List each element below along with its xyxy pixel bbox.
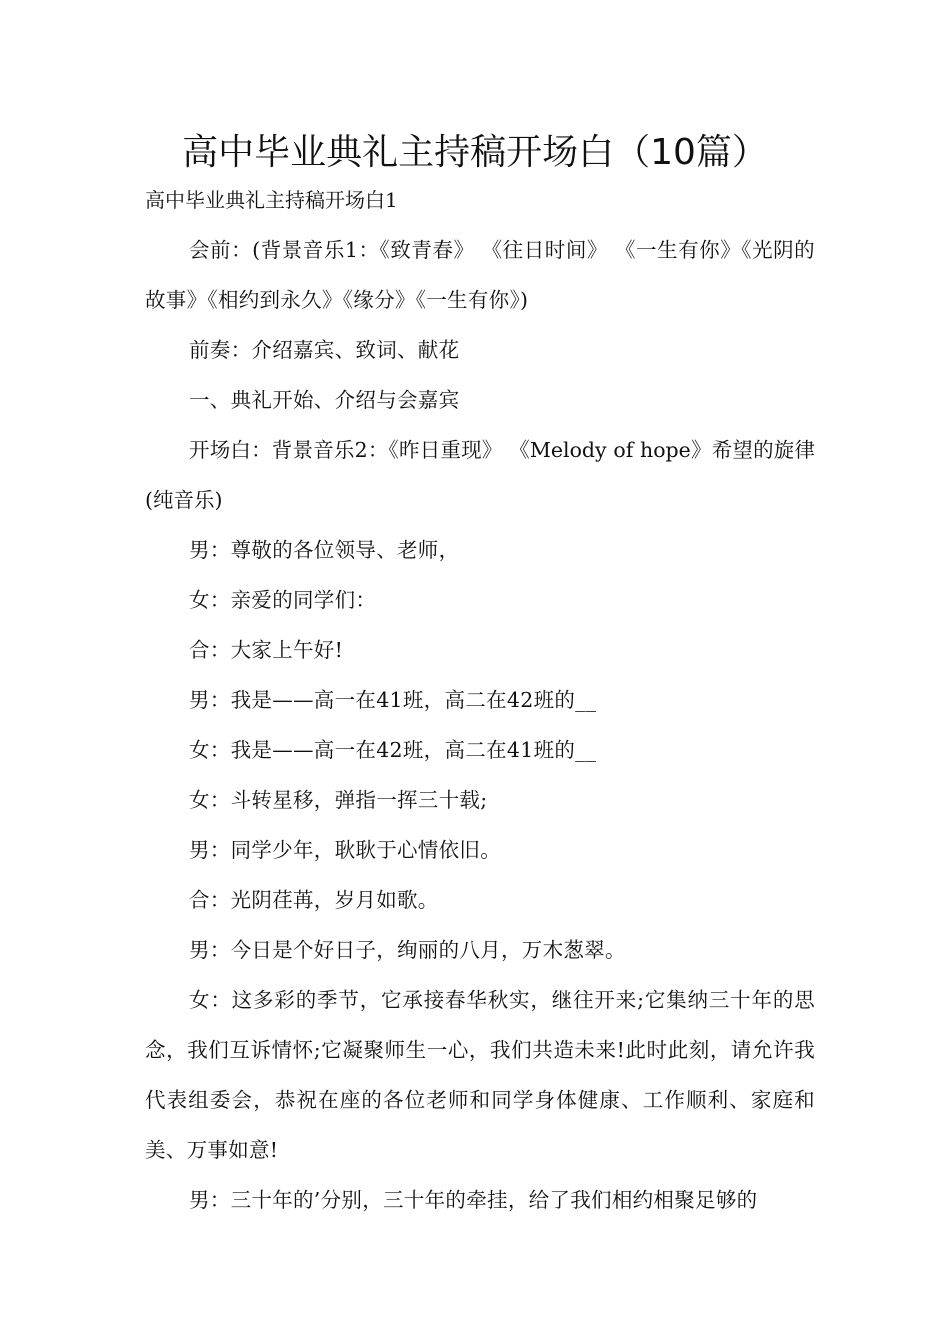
paragraph-line: 合：大家上午好! — [189, 638, 344, 662]
paragraph-line: 男：今日是个好日子，绚丽的八月，万木葱翠。 — [189, 938, 626, 962]
document-subtitle: 高中毕业典礼主持稿开场白1 — [145, 188, 398, 212]
paragraph-pre-meeting: 会前：(背景音乐1：《致青春》 《往日时间》 《一生有你》《光阴的故事》《相约到永久》《缘分》《一生有你》) — [145, 238, 815, 312]
document-title: 高中毕业典礼主持稿开场白（10篇） — [182, 132, 768, 173]
paragraph-line: 女：斗转星移，弹指一挥三十载; — [189, 788, 488, 812]
paragraph-prelude: 前奏：介绍嘉宾、致词、献花 — [189, 338, 460, 362]
paragraph-section-one: 一、典礼开始、介绍与会嘉宾 — [189, 388, 460, 412]
paragraph-line: 合：光阴荏苒，岁月如歌。 — [189, 888, 439, 912]
paragraph-long-speech: 女：这多彩的季节，它承接春华秋实，继往开来;它集纳三十年的思念，我们互诉情怀;它凝聚师生一心，我们共造未来!此时此刻，请允许我代表组委会，恭祝在座的各位老师和同学身体健康、工作顺利、家庭和美、万事如意! — [145, 988, 815, 1162]
paragraph-line: 女：我是——高一在42班，高二在41班的__ — [189, 738, 597, 762]
paragraph-line: 女：亲爱的同学们： — [189, 588, 377, 612]
paragraph-line: 男：三十年的’分别，三十年的牵挂，给了我们相约相聚足够的 — [189, 1188, 758, 1212]
paragraph-line: 男：同学少年，耿耿于心情依旧。 — [189, 838, 501, 862]
paragraph-line: 男：我是——高一在41班，高二在42班的__ — [189, 688, 597, 712]
paragraph-opening-music: 开场白：背景音乐2：《昨日重现》 《Melody of hope》希望的旋律(纯音乐) — [145, 438, 815, 512]
document-body — [145, 225, 815, 1225]
paragraph-line: 男：尊敬的各位领导、老师， — [189, 538, 460, 562]
